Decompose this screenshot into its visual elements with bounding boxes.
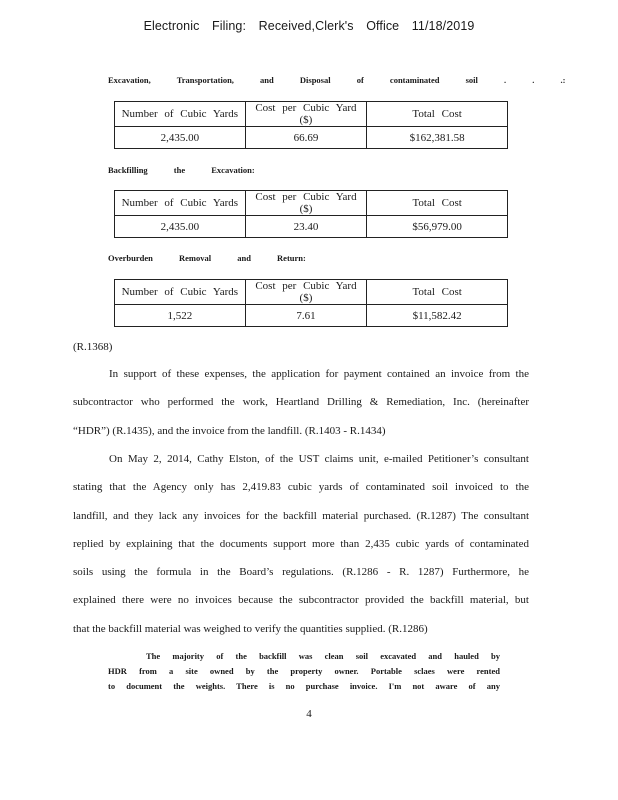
- paragraph-line: stating that the Agency only has 2,419.83 cubic yards of contaminated soil invoiced to the: [73, 481, 529, 494]
- column-header-total-cost: Total Cost: [367, 102, 508, 127]
- cell-cost-per-yard: 7.61: [245, 305, 367, 327]
- section-label-overburden: Overburden Removal and Return:: [108, 253, 306, 263]
- quote-line: The majority of the backfill was clean soil excavated and hauled by: [146, 651, 500, 661]
- column-header-total-cost: Total Cost: [367, 191, 508, 216]
- quote-line: to document the weights. There is no purchase invoice. I'm not aware of any: [108, 681, 500, 691]
- electronic-filing-header: Electronic Filing: Received,Clerk's Office 11/18/2019: [143, 19, 475, 33]
- column-header-cubic-yards: Number of Cubic Yards: [115, 280, 246, 305]
- quote-line: HDR from a site owned by the property owner. Portable sclaes were rented: [108, 666, 500, 676]
- table-row: [115, 216, 508, 238]
- cell-cost-per-yard: 66.69: [245, 127, 367, 149]
- cell-cubic-yards: 2,435.00: [115, 216, 246, 238]
- column-header-cubic-yards: Number of Cubic Yards: [115, 102, 246, 127]
- paragraph-line: soils using the formula in the Board’s regulations. (R.1286 - R. 1287) Furthermore, he: [73, 566, 529, 579]
- table-header-row: [115, 280, 508, 305]
- table-header-row: [115, 191, 508, 216]
- cost-table-excavation: [114, 101, 508, 149]
- paragraph-elston-email: [73, 445, 529, 643]
- paragraph-line: “HDR”) (R.1435), and the invoice from the landfill. (R.1403 - R.1434): [73, 424, 386, 437]
- page-number: 4: [306, 708, 312, 720]
- column-header-cost-per-yard: Cost per Cubic Yard ($): [245, 102, 367, 127]
- cost-table-overburden: [114, 279, 508, 327]
- paragraph-expenses-support: [73, 360, 529, 445]
- table-row: [115, 305, 508, 327]
- section-label-backfilling: Backfilling the Excavation:: [108, 165, 255, 175]
- cell-total-cost: $56,979.00: [367, 216, 508, 238]
- column-header-cubic-yards: Number of Cubic Yards: [115, 191, 246, 216]
- paragraph-line: subcontractor who performed the work, Heartland Drilling & Remediation, Inc. (hereinafter: [73, 396, 529, 409]
- paragraph-line: In support of these expenses, the application for payment contained an invoice from the: [109, 368, 529, 380]
- paragraph-line: On May 2, 2014, Cathy Elston, of the UST claims unit, e-mailed Petitioner’s consultant: [109, 453, 529, 465]
- column-header-total-cost: Total Cost: [367, 280, 508, 305]
- cell-total-cost: $162,381.58: [367, 127, 508, 149]
- cost-table-backfilling: [114, 190, 508, 238]
- block-quote-consultant-reply: [108, 649, 500, 694]
- cell-cost-per-yard: 23.40: [245, 216, 367, 238]
- cell-cubic-yards: 2,435.00: [115, 127, 246, 149]
- paragraph-line: replied by explaining that the documents support more than 2,435 cubic yards of contaminated: [73, 537, 529, 550]
- cell-cubic-yards: 1,522: [115, 305, 246, 327]
- section-label-excavation: Excavation, Transportation, and Disposal of contaminated soil . . .:: [108, 75, 566, 85]
- column-header-cost-per-yard: Cost per Cubic Yard ($): [245, 280, 367, 305]
- record-reference: (R.1368): [73, 341, 113, 353]
- cell-total-cost: $11,582.42: [367, 305, 508, 327]
- column-header-cost-per-yard: Cost per Cubic Yard ($): [245, 191, 367, 216]
- table-row: [115, 127, 508, 149]
- paragraph-line: that the backfill material was weighed to verify the quantities supplied. (R.1286): [73, 622, 428, 635]
- paragraph-line: explained there were no invoices because the subcontractor provided the backfill material, but: [73, 594, 529, 607]
- paragraph-line: landfill, and they lack any invoices for the backfill material purchased. (R.1287) The consultant: [73, 509, 529, 522]
- table-header-row: [115, 102, 508, 127]
